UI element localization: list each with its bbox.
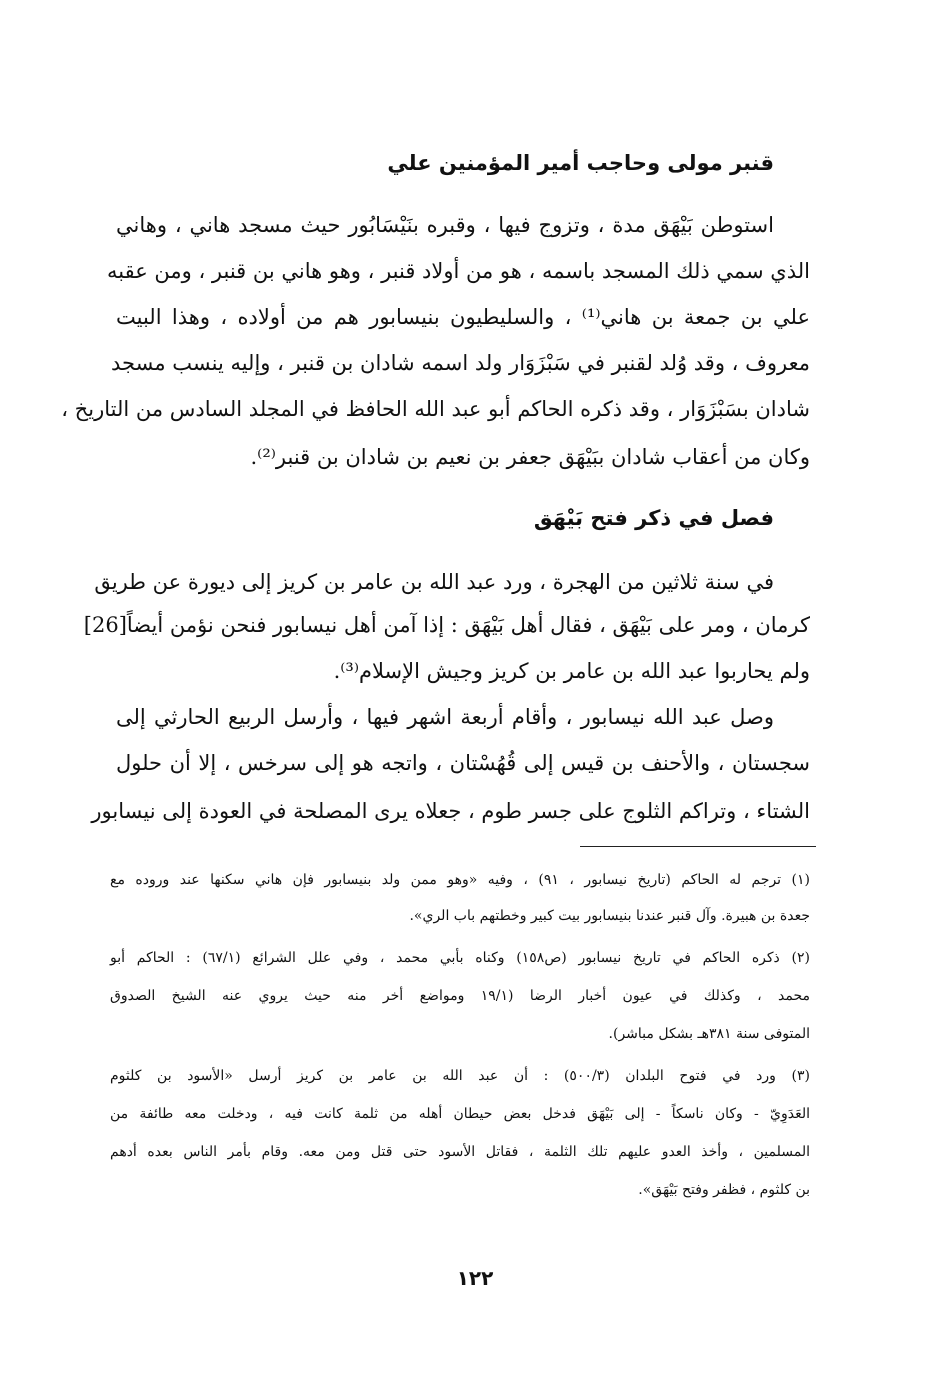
paragraph-line: الشتاء ، وتراكم الثلوج على جسر طوم ، جعلاه يرى المصلحة في العودة إلى نيسابور — [91, 799, 810, 823]
paragraph-line: معروف ، وقد وُلد لقنبر في سَبْزَوَار ولد اسمه شادان بن قنبر ، وإليه ينسب مسجد — [111, 351, 810, 375]
paragraph-line: ولم يحاربوا عبد الله بن عامر بن كريز وجيش الإسلام⁽³⁾. — [333, 659, 810, 683]
footnote-line: (٣) ورد في فتوح البلدان (٥٠٠/٣) : أن عبد الله بن عامر بن كريز أرسل «الأسود بن كلثوم — [110, 1068, 810, 1084]
section-heading-conquest: فصل في ذكر فتح بَيْهَق — [533, 506, 774, 530]
footnote-line: (٢) ذكره الحاكم في تاريخ نيسابور (ص١٥٨) وكناه بأبي محمد ، وفي علل الشرائع (٦٧/١) : الحاكم أبو — [110, 950, 810, 966]
paragraph-line: سجستان ، والأحنف بن قيس إلى قُهُسْتان ، واتجه هو إلى سرخس ، إلا أن حلول — [116, 751, 810, 775]
footnote-line: المسلمين ، وأخذ العدو عليهم تلك الثلمة ، فقاتل الأسود حتى قتل ومن معه. وقام بأمر الناس بعده أدهم — [110, 1144, 810, 1160]
footnote-line: المتوفى سنة ٣٨١هـ بشكل مباشر). — [608, 1026, 810, 1042]
footnote-line: بن كلثوم ، فظفر وفتح بَيْهَق». — [638, 1182, 810, 1198]
paragraph-line: وكان من أعقاب شادان ببَيْهَق جعفر بن نعيم بن شادان بن قنبر⁽²⁾. — [250, 445, 810, 469]
paragraph-line: الذي سمي ذلك المسجد باسمه ، هو من أولاد قنبر ، وهو هاني بن قنبر ، ومن عقبه — [106, 259, 810, 283]
footnote-line: محمد ، وكذلك في عيون أخبار الرضا (١٩/١ ومواضع أخر منه حيث يروي عنه الشيخ الصدوق — [110, 988, 810, 1004]
footnote-line: جعدة بن هبيرة. وآل قنبر عندنا بنيسابور بيت كبير وخطتهم باب الري». — [409, 908, 810, 924]
paragraph-line: وصل عبد الله نيسابور ، وأقام أربعة اشهر فيها ، وأرسل الربيع الحارثي إلى — [116, 705, 774, 729]
footnote-divider — [580, 846, 816, 847]
section-heading-qanbar: قنبر مولى وحاجب أمير المؤمنين علي — [387, 151, 774, 175]
paragraph-line: في سنة ثلاثين من الهجرة ، ورد عبد الله بن عامر بن كريز إلى ديورة عن طريق — [94, 570, 774, 594]
page-number: ١٢٢ — [456, 1266, 494, 1290]
paragraph-line: كرمان ، ومر على بَيْهَق ، فقال أهل بَيْهَق : إذا آمن أهل نيسابور فنحن نؤمن أيضاً[26] — [83, 613, 810, 637]
paragraph-line: استوطن بَيْهَق مدة ، وتزوج فيها ، وقبره بنَيْسَابُور حيث مسجد هاني ، وهاني — [116, 213, 774, 237]
paragraph-line: شادان بسَبْزَوَار ، وقد ذكره الحاكم أبو عبد الله الحافظ في المجلد السادس من التاريخ ، — [61, 397, 810, 421]
footnote-line: العَدَوِيّ - وكان ناسكاً - إلى بَيْهَق فدخل بعض حيطان أهله من ثلمة كانت فيه ، ودخلت معه طائفة من — [110, 1106, 810, 1122]
paragraph-line: علي بن جمعة بن هاني⁽¹⁾ ، والسليطيون بنيسابور هم من أولاده ، وهذا البيت — [116, 305, 810, 329]
footnote-line: (١) ترجم له الحاكم (تاريخ نيسابور ، ٩١) ، وفيه «وهو ممن ولد بنيسابور فإن هاني سكنها عند وروده مع — [110, 872, 810, 888]
